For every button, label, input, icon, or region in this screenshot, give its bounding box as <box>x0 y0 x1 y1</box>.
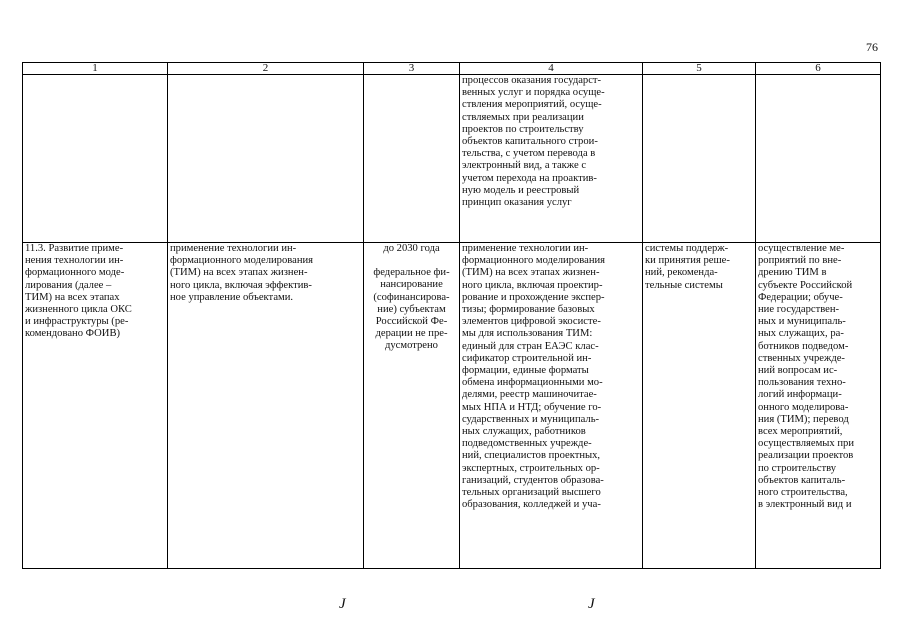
text-line: реализации проектов <box>758 450 854 462</box>
text-line: объектов капиталь- <box>758 474 846 486</box>
text-line: применение технологии ин- <box>170 243 297 254</box>
text-line: учетом перехода на проактив- <box>462 172 597 184</box>
text-line: тельные системы <box>645 279 723 291</box>
text-line: пользования техно- <box>758 377 846 389</box>
result-description-cell <box>460 243 643 569</box>
text-line: ганизаций, студентов образова- <box>462 474 604 486</box>
handwritten-mark: J <box>588 596 595 612</box>
text-line: принцип оказания услуг <box>462 197 572 209</box>
text-line: ние государствен- <box>758 304 840 316</box>
text-line: дрению ТИМ в <box>758 267 827 279</box>
text-line: мых НПА и НТД; обучение го- <box>462 401 602 413</box>
column-number-2: 2 <box>168 63 364 75</box>
cont-col1-cell <box>23 75 168 243</box>
text-line: формации, единые форматы <box>462 365 589 377</box>
text-line: элементов цифровой экосисте- <box>462 316 601 328</box>
text-line: ния (ТИМ); перевод <box>758 413 849 425</box>
text-line: Федерации; обуче- <box>758 291 843 303</box>
text-line: ний, рекоменда- <box>645 267 718 279</box>
measure-row-11-3 <box>23 243 881 569</box>
deadline-funding-cell <box>364 243 460 569</box>
text-line: осуществление ме- <box>758 243 845 254</box>
text-line: ственных учрежде- <box>758 352 845 364</box>
text-line: дерации не пре- <box>375 328 448 340</box>
text-line: ного цикла, включая проектир- <box>462 279 603 291</box>
cont-col4-cell <box>460 75 643 243</box>
cont-col3-cell <box>364 75 460 243</box>
text-line: комендовано ФОИВ) <box>25 328 121 340</box>
text-line: логий информаци- <box>758 389 842 401</box>
text-line: ТИМ) на всех этапах <box>25 291 120 303</box>
text-line: ботников подведом- <box>758 340 849 352</box>
text-line: ных и муниципаль- <box>758 316 846 328</box>
text-line: тельных организаций высшего <box>462 487 601 499</box>
text-line: подведомственных учрежде- <box>462 438 592 450</box>
text-line: мы для использования ТИМ: <box>462 328 593 340</box>
text-line: делями, реестр машиночитае- <box>462 389 597 401</box>
text-line: образования, колледжей и уча- <box>462 499 601 511</box>
text-line: применение технологии ин- <box>462 243 589 254</box>
text-line: нения технологии ин- <box>25 255 124 267</box>
text-line: Российской Фе- <box>375 316 448 328</box>
text-line: сификатор строительной ин- <box>462 352 592 364</box>
region-actions-cell <box>756 243 881 569</box>
text-line: ных служащих, работников <box>462 426 586 438</box>
text-line: ное управление объектами. <box>170 291 294 303</box>
text-line: всех мероприятий, <box>758 426 843 438</box>
column-number-6: 6 <box>756 63 881 75</box>
text-line: ствления мероприятий, осуще- <box>462 99 602 111</box>
text-line: электронный вид, а также с <box>462 160 587 172</box>
text-line: объектов капитального строи- <box>462 136 598 148</box>
text-line: ствляемых при реализации <box>462 111 584 123</box>
text-line: субъекте Российской <box>758 279 853 291</box>
column-number-row <box>23 63 881 75</box>
text-line: ного строительства, <box>758 487 848 499</box>
text-line: рование и прохождение экспер- <box>462 291 605 303</box>
text-line: роприятий по вне- <box>758 255 842 267</box>
page-number: 76 <box>866 40 878 54</box>
text-line: формационного моде- <box>25 267 125 279</box>
text-line: ных служащих, ра- <box>758 328 844 340</box>
text-line: федеральное фи- <box>373 267 450 279</box>
text-line: ние) субъектам <box>377 303 446 315</box>
text-line: формационного моделирования <box>170 255 314 267</box>
handwritten-mark: J <box>339 596 346 612</box>
text-line: обмена информационными мо- <box>462 377 603 389</box>
cont-col5-cell <box>643 75 756 243</box>
text-line: формационного моделирования <box>462 255 606 267</box>
text-line: по строительству <box>758 462 837 474</box>
text-line: (ТИМ) на всех этапах жизнен- <box>170 267 308 279</box>
funding-text <box>366 267 457 352</box>
text-line: сударственных и муниципаль- <box>462 413 600 425</box>
text-line: системы поддерж- <box>645 243 729 254</box>
text-line: лирования (далее – <box>25 279 112 291</box>
text-line: онного моделирова- <box>758 401 849 413</box>
text-line: процессов оказания государст- <box>462 75 602 86</box>
column-number-1: 1 <box>23 63 168 75</box>
text-line: ного цикла, включая эффектив- <box>170 279 312 291</box>
text-line: (софинансирова- <box>373 291 450 303</box>
measure-title-cell <box>23 243 168 569</box>
text-line: и инфраструктуры (ре- <box>25 316 129 328</box>
column-number-5: 5 <box>643 63 756 75</box>
cont-col6-cell <box>756 75 881 243</box>
text-line: (ТИМ) на всех этапах жизнен- <box>462 267 600 279</box>
text-line: жизненного цикла ОКС <box>25 304 132 316</box>
measure-content-cell <box>168 243 364 569</box>
text-line: тельства, с учетом перевода в <box>462 148 596 160</box>
text-line: дусмотрено <box>385 340 438 352</box>
text-line: ную модель и реестровый <box>462 184 580 196</box>
text-line: экспертных, строительных ор- <box>462 462 600 474</box>
cont-col2-cell <box>168 75 364 243</box>
text-line: венных услуг и порядка осуще- <box>462 87 605 99</box>
text-line: в электронный вид и <box>758 499 852 511</box>
continuation-row <box>23 75 881 243</box>
text-line: единый для стран ЕАЭС клас- <box>462 340 599 352</box>
column-number-4: 4 <box>460 63 643 75</box>
text-line: проектов по строительству <box>462 123 584 135</box>
deadline-text: до 2030 года <box>383 243 440 254</box>
text-line: ки принятия реше- <box>645 255 730 267</box>
document-table <box>22 62 881 569</box>
text-line: осуществляемых при <box>758 438 855 450</box>
text-line: ний вопросам ис- <box>758 365 838 377</box>
text-line: ний, специалистов проектных, <box>462 450 601 462</box>
systems-cell <box>643 243 756 569</box>
text-line: 11.3. Развитие приме- <box>25 243 124 254</box>
column-number-3: 3 <box>364 63 460 75</box>
text-line: нансирование <box>380 279 443 291</box>
text-line: тизы; формирование базовых <box>462 304 595 316</box>
